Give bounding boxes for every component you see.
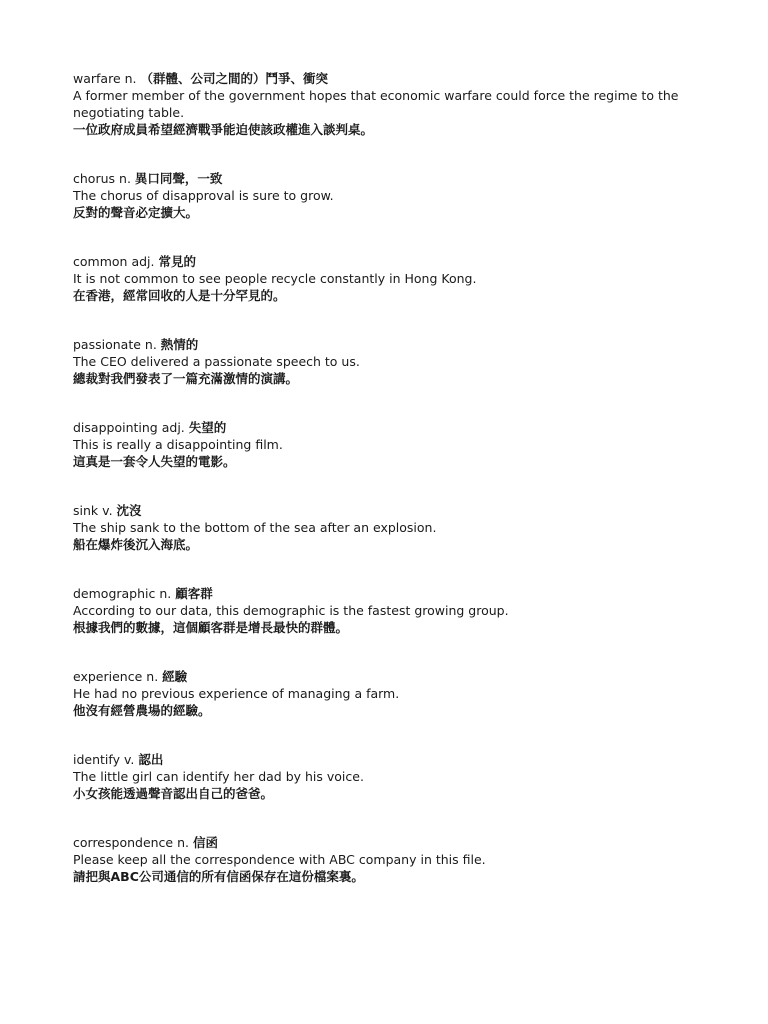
entry-part-of-speech: n. bbox=[124, 71, 137, 86]
entry-part-of-speech: n. bbox=[144, 337, 157, 352]
entry-translation: 在香港，經常回收的人是十分罕見的。 bbox=[73, 288, 286, 303]
entry-translation: 船在爆炸後沉入海底。 bbox=[73, 537, 199, 552]
entry-word: correspondence bbox=[73, 835, 174, 850]
entry-meaning: 沈沒 bbox=[116, 503, 142, 518]
entry-example-sentence: This is really a disappointing film. bbox=[73, 437, 283, 452]
entry-part-of-speech: n. bbox=[177, 835, 190, 850]
entry-meaning: 異口同聲，一致 bbox=[134, 171, 223, 186]
entry-headword bbox=[73, 751, 713, 768]
vocab-entry-warfare bbox=[73, 70, 713, 138]
entry-part-of-speech: n. bbox=[119, 171, 131, 186]
entry-part-of-speech: v. bbox=[123, 752, 135, 767]
entry-meaning: 顧客群 bbox=[175, 586, 213, 601]
entry-meaning: 常見的 bbox=[158, 254, 196, 269]
entry-headword bbox=[73, 668, 713, 685]
entry-meaning: 信函 bbox=[193, 835, 219, 850]
entry-word: chorus bbox=[73, 171, 116, 186]
vocabulary-list bbox=[73, 70, 713, 917]
entry-example-sentence: He had no previous experience of managing a farm. bbox=[73, 686, 400, 701]
entry-word: sink bbox=[73, 503, 99, 518]
entry-word: experience bbox=[73, 669, 143, 684]
entry-part-of-speech: n. bbox=[146, 669, 159, 684]
entry-headword bbox=[73, 170, 713, 187]
entry-translation: 這真是一套令人失望的電影。 bbox=[73, 454, 236, 469]
entry-headword bbox=[73, 336, 713, 353]
entry-translation: 反對的聲音必定擴大。 bbox=[73, 205, 199, 220]
entry-headword bbox=[73, 419, 713, 436]
entry-translation: 總裁對我們發表了一篇充滿激情的演講。 bbox=[73, 371, 299, 386]
vocab-entry-chorus bbox=[73, 170, 713, 221]
entry-headword bbox=[73, 502, 713, 519]
entry-translation: 小女孩能透過聲音認出自己的爸爸。 bbox=[73, 786, 274, 801]
entry-part-of-speech: n. bbox=[159, 586, 172, 601]
entry-word: passionate bbox=[73, 337, 141, 352]
entry-example-sentence: The chorus of disapproval is sure to grow. bbox=[73, 188, 334, 203]
entry-meaning: 失望的 bbox=[188, 420, 227, 435]
entry-headword bbox=[73, 585, 713, 602]
vocab-entry-experience bbox=[73, 668, 713, 719]
vocab-entry-demographic bbox=[73, 585, 713, 636]
entry-meaning: 經驗 bbox=[162, 669, 188, 684]
entry-word: demographic bbox=[73, 586, 156, 601]
entry-part-of-speech: v. bbox=[102, 503, 113, 518]
entry-headword bbox=[73, 70, 713, 87]
entry-word: common bbox=[73, 254, 128, 269]
entry-meaning: （群體、公司之間的）鬥爭、衝突 bbox=[140, 71, 329, 86]
entry-part-of-speech: adj. bbox=[131, 254, 155, 269]
entry-headword bbox=[73, 253, 713, 270]
vocab-entry-sink bbox=[73, 502, 713, 553]
entry-word: disappointing bbox=[73, 420, 158, 435]
vocab-entry-correspondence bbox=[73, 834, 713, 885]
entry-meaning: 熱情的 bbox=[160, 337, 199, 352]
entry-word: warfare bbox=[73, 71, 121, 86]
entry-translation: 請把與ABC公司通信的所有信函保存在這份檔案裏。 bbox=[73, 869, 364, 884]
entry-example-sentence: The little girl can identify her dad by his voice. bbox=[73, 769, 364, 784]
entry-part-of-speech: adj. bbox=[161, 420, 185, 435]
entry-meaning: 認出 bbox=[138, 752, 164, 767]
vocab-entry-identify bbox=[73, 751, 713, 802]
entry-example-sentence: According to our data, this demographic is the fastest growing group. bbox=[73, 603, 509, 618]
entry-example-sentence: The CEO delivered a passionate speech to us. bbox=[73, 354, 360, 369]
entry-example-sentence: The ship sank to the bottom of the sea after an explosion. bbox=[73, 520, 437, 535]
entry-example-sentence: It is not common to see people recycle constantly in Hong Kong. bbox=[73, 271, 477, 286]
entry-translation: 他沒有經營農場的經驗。 bbox=[73, 703, 211, 718]
entry-example-sentence: Please keep all the correspondence with ABC company in this file. bbox=[73, 852, 486, 867]
vocab-entry-passionate bbox=[73, 336, 713, 387]
vocab-entry-disappointing bbox=[73, 419, 713, 470]
entry-word: identify bbox=[73, 752, 120, 767]
entry-translation: 一位政府成員希望經濟戰爭能迫使該政權進入談判桌。 bbox=[73, 122, 374, 137]
entry-example-sentence: A former member of the government hopes that economic warfare could force the regime to the negotiating table. bbox=[73, 88, 679, 120]
entry-translation: 根據我們的數據，這個顧客群是增長最快的群體。 bbox=[73, 620, 349, 635]
entry-headword bbox=[73, 834, 713, 851]
vocab-entry-common bbox=[73, 253, 713, 304]
